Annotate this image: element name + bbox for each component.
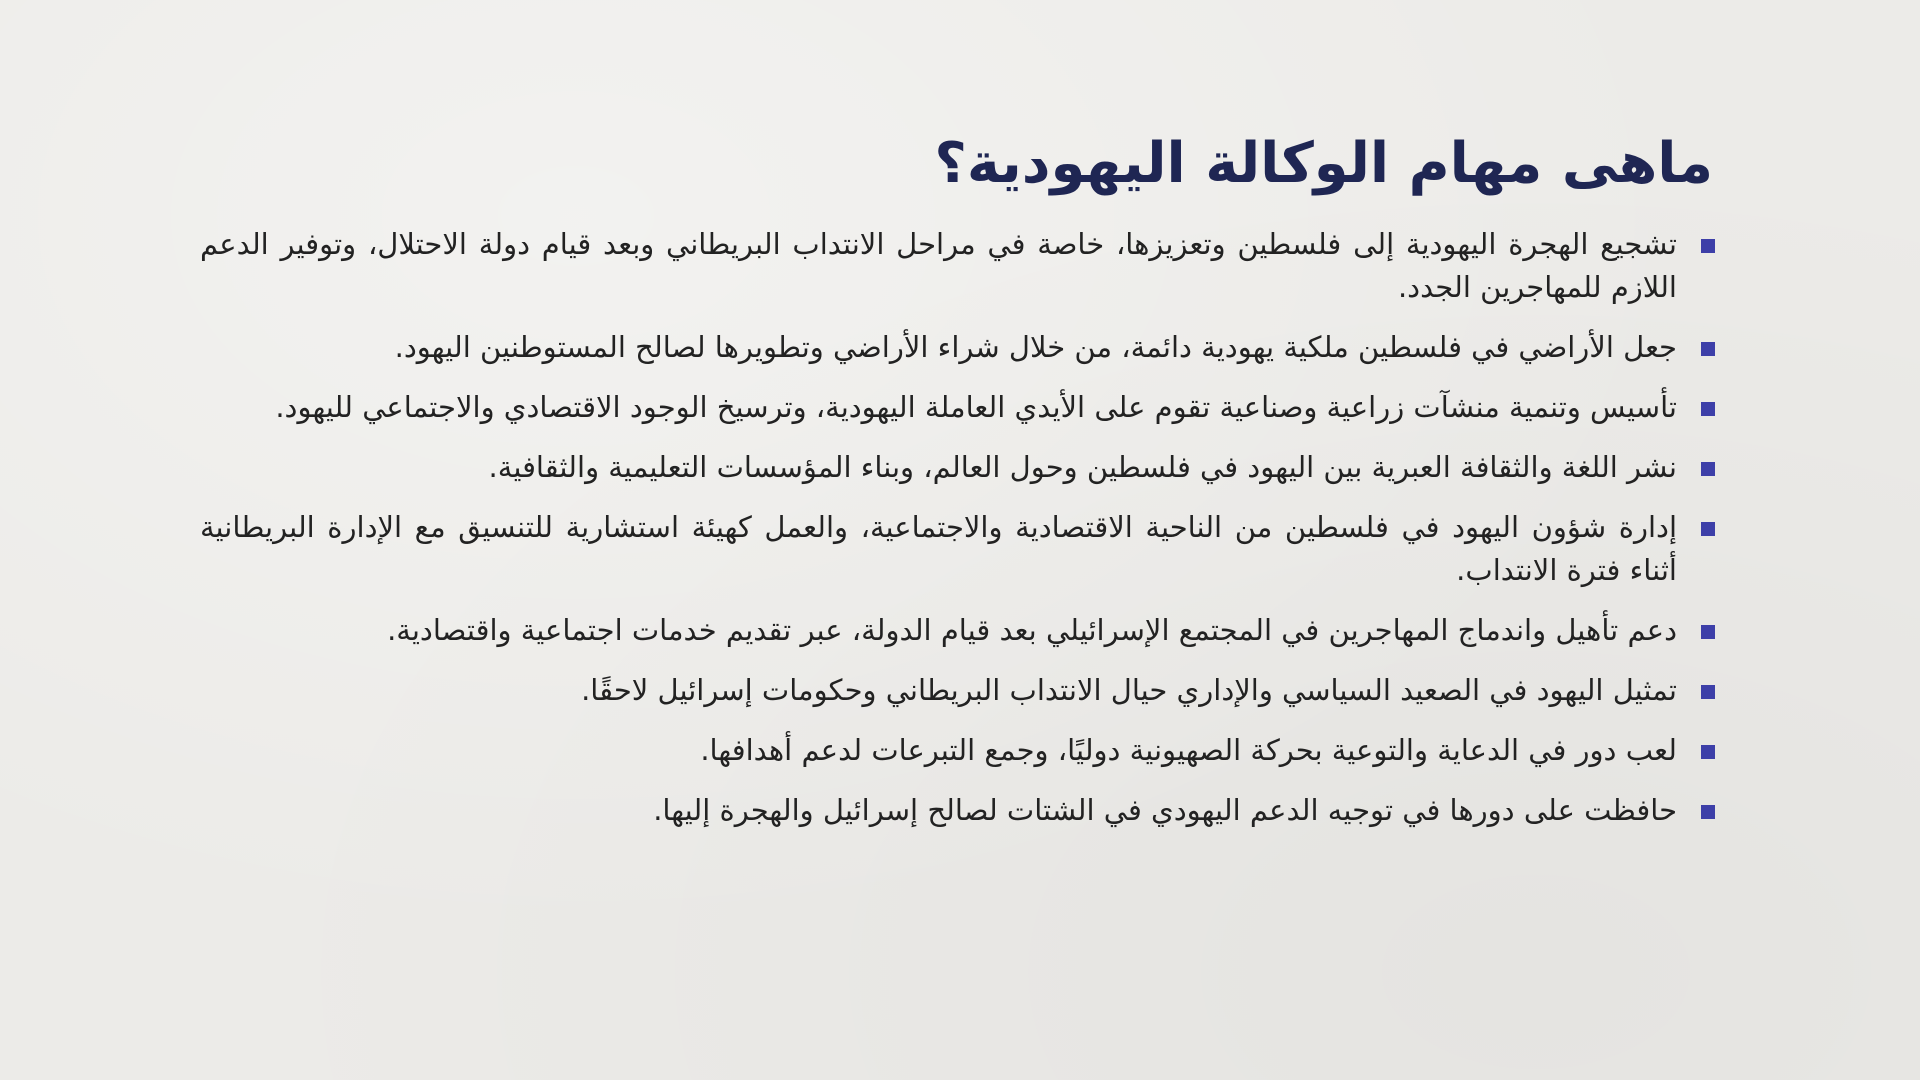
bullet-text: حافظت على دورها في توجيه الدعم اليهودي في الشتات لصالح إسرائيل والهجرة إليها. [653,793,1677,828]
square-bullet-icon [1701,239,1715,253]
bullet-text: نشر اللغة والثقافة العبرية بين اليهود في فلسطين وحول العالم، وبناء المؤسسات التعليمية والثقافية. [488,450,1677,485]
square-bullet-icon [1701,402,1715,416]
bullet-text: تمثيل اليهود في الصعيد السياسي والإداري حيال الانتداب البريطاني وحكومات إسرائيل لاحقًا. [581,673,1677,708]
bullet-text: إدارة شؤون اليهود في فلسطين من الناحية الاقتصادية والاجتماعية، والعمل كهيئة استشارية للتنسيق مع الإدارة البريطانية أثناء فترة الانتداب. [200,510,1677,588]
square-bullet-icon [1701,685,1715,699]
square-bullet-icon [1701,625,1715,639]
square-bullet-icon [1701,342,1715,356]
bullet-list [200,223,1715,832]
bullet-item [200,223,1715,309]
bullet-item [200,789,1715,832]
bullet-item [200,669,1715,712]
bullet-item [200,506,1715,592]
bullet-text: لعب دور في الدعاية والتوعية بحركة الصهيونية دوليًا، وجمع التبرعات لدعم أهدافها. [700,733,1677,768]
square-bullet-icon [1701,745,1715,759]
bullet-item [200,609,1715,652]
bullet-text: جعل الأراضي في فلسطين ملكية يهودية دائمة، من خلال شراء الأراضي وتطويرها لصالح المستوطنين اليهود. [394,330,1677,365]
bullet-item [200,729,1715,772]
square-bullet-icon [1701,462,1715,476]
bullet-item [200,326,1715,369]
square-bullet-icon [1701,522,1715,536]
bullet-text: تشجيع الهجرة اليهودية إلى فلسطين وتعزيزها، خاصة في مراحل الانتداب البريطاني وبعد قيام دولة الاحتلال، وتوفير الدعم اللازم للمهاجرين الجدد. [200,227,1677,305]
square-bullet-icon [1701,805,1715,819]
bullet-item [200,446,1715,489]
bullet-item [200,386,1715,429]
bullet-text: دعم تأهيل واندماج المهاجرين في المجتمع الإسرائيلي بعد قيام الدولة، عبر تقديم خدمات اجتماعية واقتصادية. [387,613,1677,648]
slide-content [200,130,1715,849]
bullet-text: تأسيس وتنمية منشآت زراعية وصناعية تقوم على الأيدي العاملة اليهودية، وترسيخ الوجود الاقتصادي والاجتماعي لليهود. [275,390,1677,425]
slide-title: ماهى مهام الوكالة اليهودية؟ [934,131,1713,196]
